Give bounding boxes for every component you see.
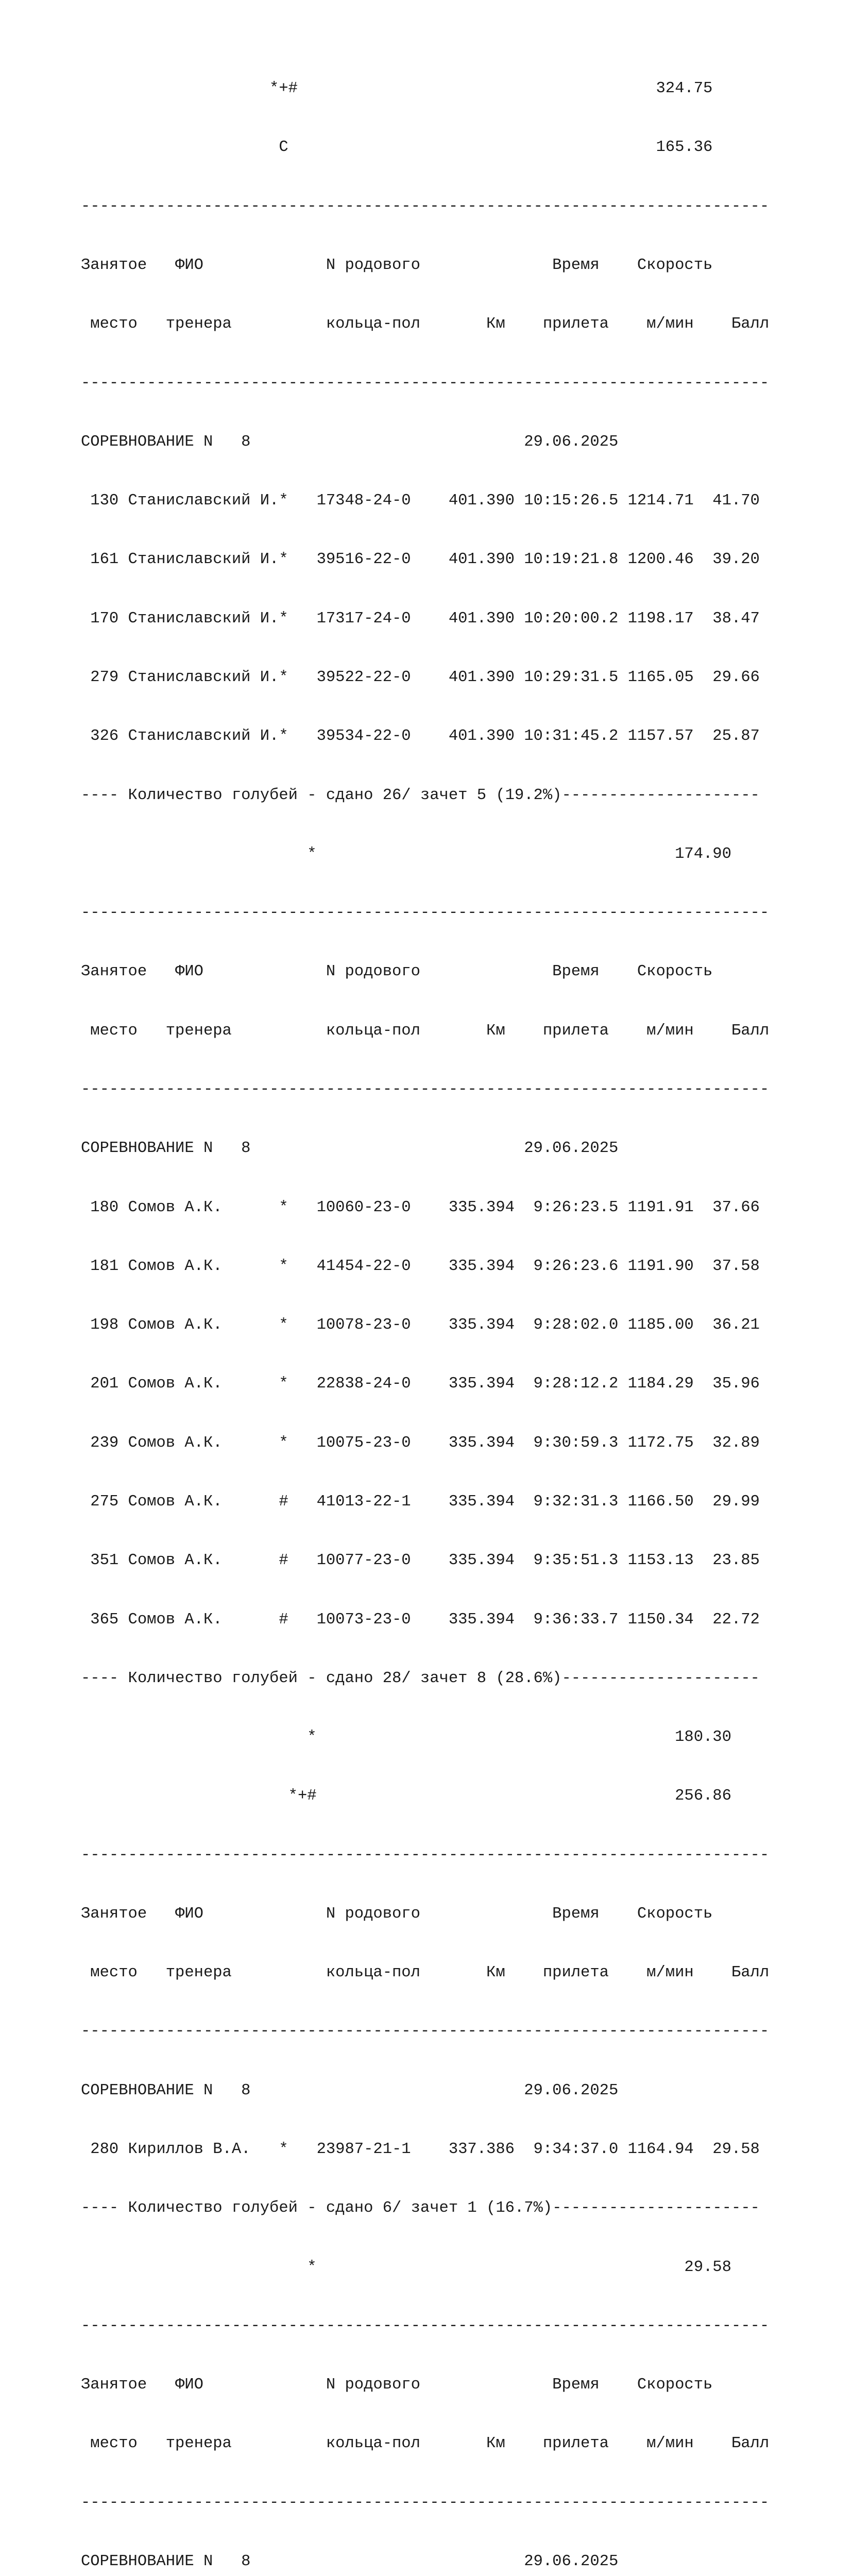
- column-header: Занятое ФИО N родового Время Скорость: [81, 1905, 713, 1923]
- separator-line: -------------------------------------------------------------------------: [81, 2494, 770, 2512]
- separator-line: -------------------------------------------------------------------------: [81, 1846, 770, 1864]
- result-row: 180 Сомов А.К. * 10060-23-0 335.394 9:26:23.5 1191.91 37.66: [81, 1198, 760, 1216]
- column-header: место тренера кольца-пол Км прилета м/мин Балл: [81, 1964, 770, 1982]
- result-row: 198 Сомов А.К. * 10078-23-0 335.394 9:28:02.0 1185.00 36.21: [81, 1316, 760, 1334]
- count-line: ---- Количество голубей - сдано 6/ зачет 1 (16.7%)----------------------: [81, 2199, 760, 2217]
- competition-title: СОРЕВНОВАНИЕ N 8 29.06.2025: [81, 2553, 619, 2570]
- column-header: место тренера кольца-пол Км прилета м/мин Балл: [81, 1022, 770, 1040]
- result-row: 181 Сомов А.К. * 41454-22-0 335.394 9:26:23.6 1191.90 37.58: [81, 1257, 760, 1275]
- column-header: Занятое ФИО N родового Время Скорость: [81, 257, 713, 275]
- results-report: [81, 40, 769, 2576]
- separator-line: -------------------------------------------------------------------------: [81, 2023, 770, 2041]
- separator-line: -------------------------------------------------------------------------: [81, 2317, 770, 2335]
- competition-title: СОРЕВНОВАНИЕ N 8 29.06.2025: [81, 1140, 619, 1158]
- count-line: ---- Количество голубей - сдано 28/ зачет 8 (28.6%)---------------------: [81, 1669, 760, 1687]
- competition-title: СОРЕВНОВАНИЕ N 8 29.06.2025: [81, 433, 619, 451]
- summary-line: * 29.58: [81, 2258, 731, 2276]
- result-row: 279 Станиславский И.* 39522-22-0 401.390 10:29:31.5 1165.05 29.66: [81, 669, 760, 686]
- result-row: 280 Кириллов В.А. * 23987-21-1 337.386 9:34:37.0 1164.94 29.58: [81, 2141, 760, 2159]
- result-row: 351 Сомов А.К. # 10077-23-0 335.394 9:35:51.3 1153.13 23.85: [81, 1552, 760, 1570]
- summary-line: *+# 256.86: [81, 1787, 731, 1805]
- column-header: место тренера кольца-пол Км прилета м/мин Балл: [81, 2435, 770, 2453]
- summary-line: *+# 324.75: [81, 80, 713, 98]
- summary-line: * 180.30: [81, 1728, 731, 1747]
- competition-title: СОРЕВНОВАНИЕ N 8 29.06.2025: [81, 2081, 619, 2099]
- result-row: 326 Станиславский И.* 39534-22-0 401.390 10:31:45.2 1157.57 25.87: [81, 727, 760, 745]
- summary-line: * 174.90: [81, 845, 731, 863]
- count-line: ---- Количество голубей - сдано 26/ зачет 5 (19.2%)---------------------: [81, 786, 760, 804]
- column-header: место тренера кольца-пол Км прилета м/мин Балл: [81, 315, 770, 333]
- result-row: 201 Сомов А.К. * 22838-24-0 335.394 9:28:12.2 1184.29 35.96: [81, 1375, 760, 1393]
- result-row: 365 Сомов А.К. # 10073-23-0 335.394 9:36:33.7 1150.34 22.72: [81, 1611, 760, 1629]
- separator-line: -------------------------------------------------------------------------: [81, 904, 770, 922]
- result-row: 161 Станиславский И.* 39516-22-0 401.390 10:19:21.8 1200.46 39.20: [81, 551, 760, 569]
- column-header: Занятое ФИО N родового Время Скорость: [81, 963, 713, 981]
- separator-line: -------------------------------------------------------------------------: [81, 374, 770, 392]
- separator-line: -------------------------------------------------------------------------: [81, 1080, 770, 1098]
- summary-line: C 165.36: [81, 139, 713, 157]
- separator-line: -------------------------------------------------------------------------: [81, 197, 770, 215]
- result-row: 130 Станиславский И.* 17348-24-0 401.390 10:15:26.5 1214.71 41.70: [81, 492, 760, 510]
- column-header: Занятое ФИО N родового Время Скорость: [81, 2376, 713, 2394]
- result-row: 275 Сомов А.К. # 41013-22-1 335.394 9:32:31.3 1166.50 29.99: [81, 1493, 760, 1511]
- result-row: 239 Сомов А.К. * 10075-23-0 335.394 9:30:59.3 1172.75 32.89: [81, 1434, 760, 1452]
- result-row: 170 Станиславский И.* 17317-24-0 401.390 10:20:00.2 1198.17 38.47: [81, 609, 760, 628]
